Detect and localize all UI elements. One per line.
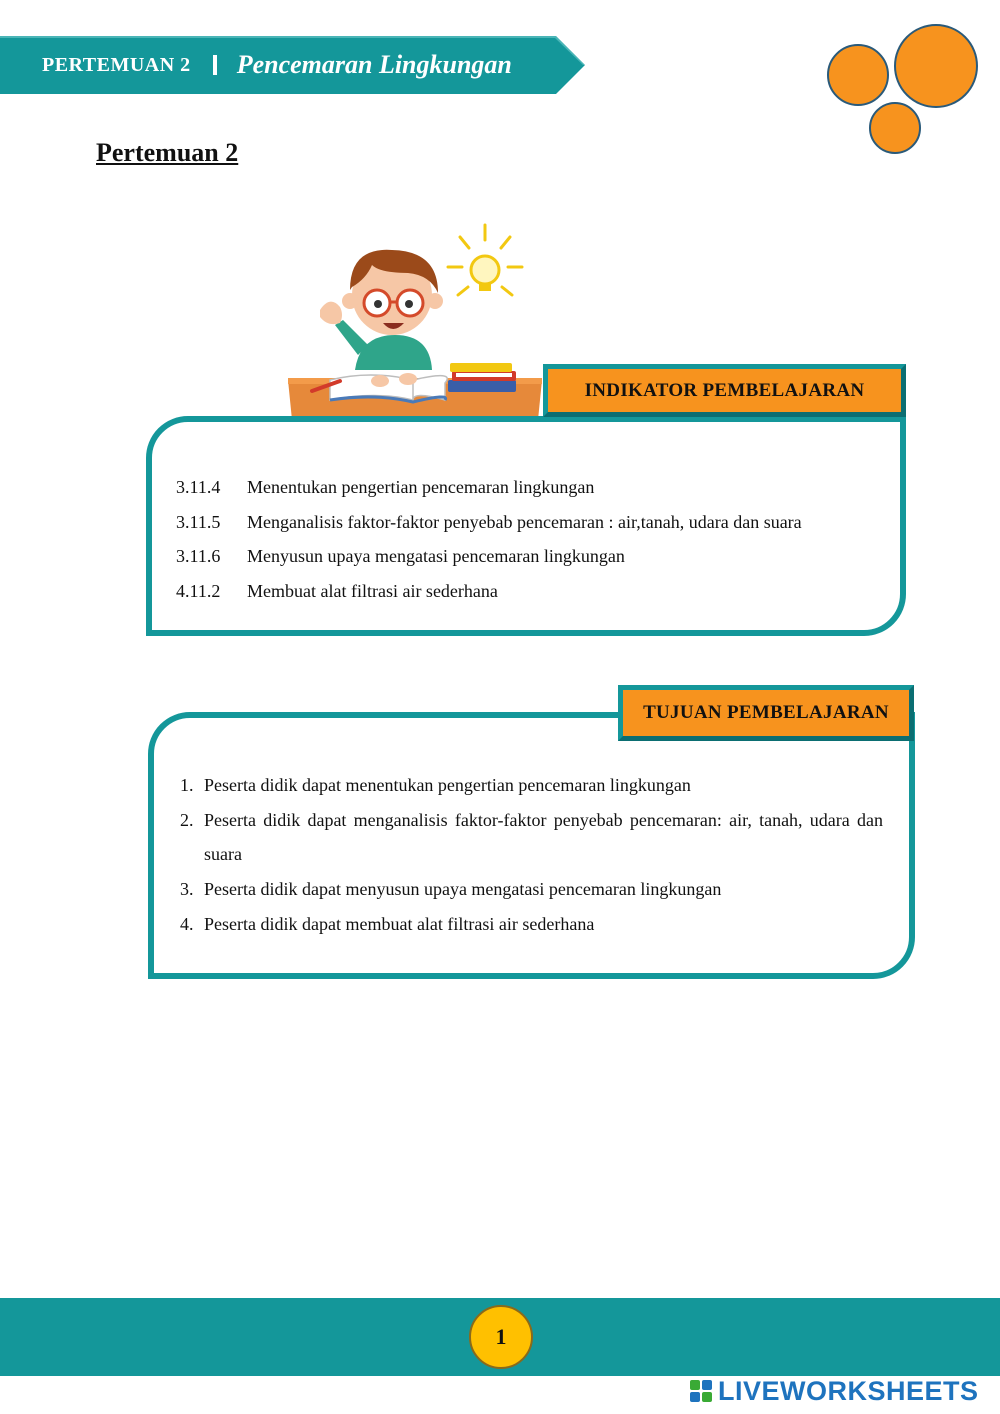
indikator-item [176, 539, 802, 574]
header-text [42, 36, 512, 94]
tujuan-number: 3. [180, 879, 194, 900]
tujuan-item [180, 768, 883, 803]
tujuan-text: Peserta didik dapat menyusun upaya mengatasi pencemaran lingkungan [204, 879, 722, 900]
decorative-circles [820, 20, 990, 160]
indikator-list [176, 470, 802, 609]
indikator-code: 3.11.6 [176, 546, 221, 567]
liveworksheets-logo-icon [690, 1380, 712, 1402]
page-title: Pertemuan 2 [96, 138, 239, 167]
tujuan-number: 4. [180, 913, 194, 934]
header-topic-label: Pencemaran Lingkungan [236, 50, 512, 79]
header-meeting-label: PERTEMUAN 2 [42, 53, 191, 76]
indikator-code: 4.11.2 [176, 580, 221, 601]
tujuan-number: 2. [180, 809, 194, 830]
indikator-text: Menganalisis faktor-faktor penyebab pencemaran : air,tanah, udara dan suara [247, 511, 802, 532]
liveworksheets-brand-text: LIVEWORKSHEETS [718, 1375, 979, 1406]
tujuan-item [180, 872, 883, 907]
header-separator [213, 55, 217, 75]
tujuan-item [180, 803, 883, 872]
liveworksheets-brand [690, 1376, 979, 1406]
indikator-item [176, 505, 802, 540]
indikator-code: 3.11.5 [176, 511, 221, 532]
tujuan-text: Peserta didik dapat menganalisis faktor-faktor penyebab pencemaran: air, tanah, udara dan suara [204, 809, 883, 865]
indikator-text: Menyusun upaya mengatasi pencemaran lingkungan [247, 546, 625, 567]
tujuan-item [180, 907, 883, 942]
indikator-text: Menentukan pengertian pencemaran lingkungan [247, 476, 595, 497]
circle-large [895, 25, 977, 107]
tujuan-number: 1. [180, 775, 194, 795]
indikator-item [176, 470, 802, 505]
tujuan-text: Peserta didik dapat membuat alat filtrasi air sederhana [204, 913, 595, 934]
lightbulb-icon [448, 225, 522, 295]
indikator-title: INDIKATOR PEMBELAJARAN [543, 364, 906, 417]
indikator-code: 3.11.4 [176, 476, 221, 497]
indikator-text: Membuat alat filtrasi air sederhana [247, 580, 498, 601]
tujuan-list [180, 768, 883, 942]
circle-left [828, 45, 888, 105]
page-number: 1 [469, 1305, 533, 1369]
tujuan-text: Peserta didik dapat menentukan pengertian pencemaran lingkungan [204, 775, 691, 795]
tujuan-title: TUJUAN PEMBELAJARAN [618, 685, 914, 741]
circle-small [870, 103, 920, 153]
indikator-item [176, 574, 802, 609]
